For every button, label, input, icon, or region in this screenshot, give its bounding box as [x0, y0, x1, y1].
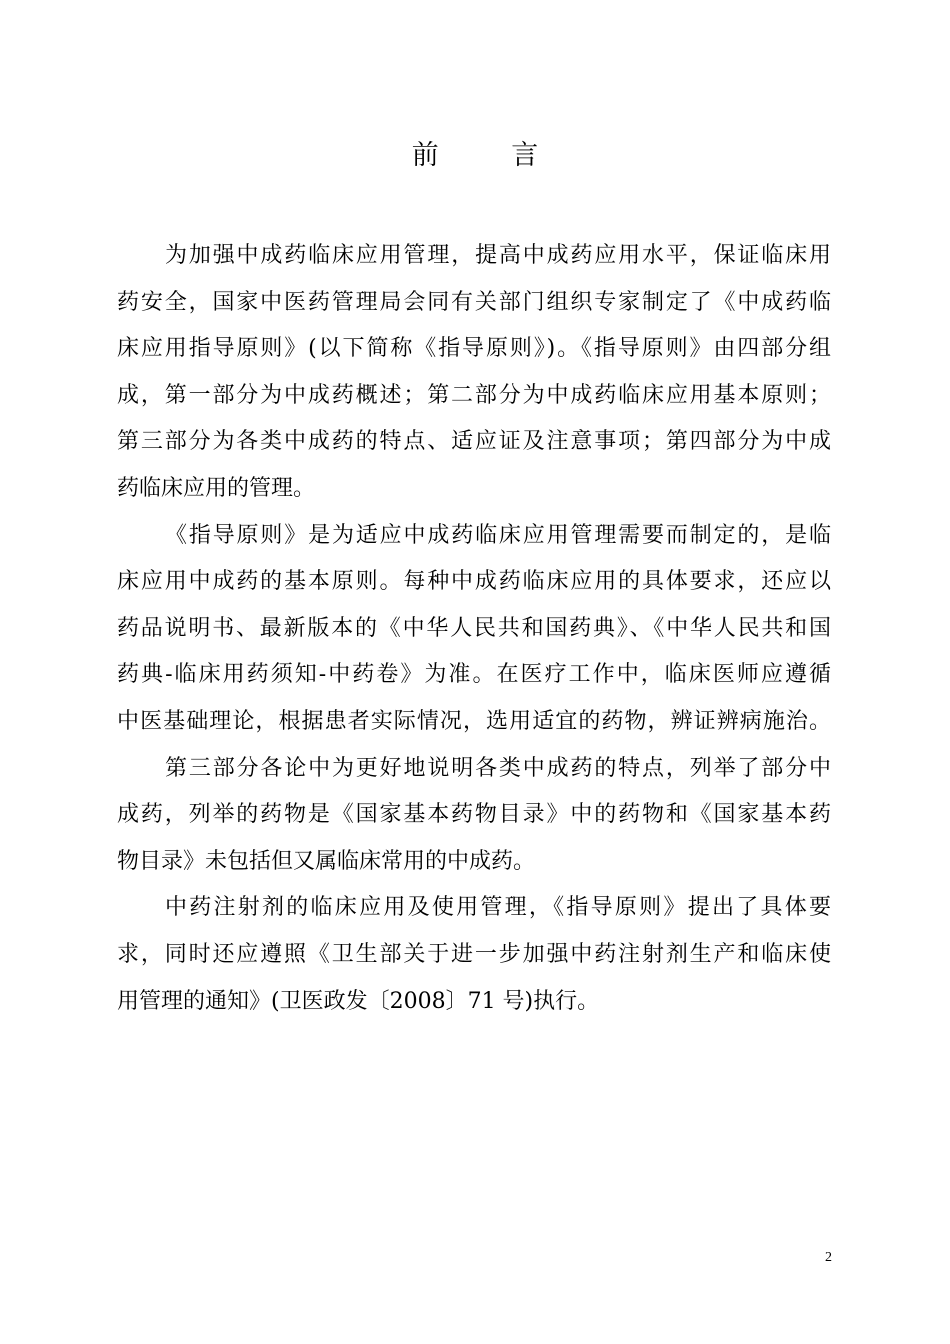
- paragraph-3-line-3: 物目录》未包括但又属临床常用的中成药。: [117, 848, 536, 874]
- paragraph-1-line-2: 药安全，国家中医药管理局会同有关部门组织专家制定了《中成药临: [117, 289, 831, 315]
- paragraph-1-line-6: 药临床应用的管理。: [117, 475, 316, 501]
- paragraph-2-line-1: 《指导原则》是为适应中成药临床应用管理需要而制定的，是临: [165, 522, 831, 548]
- paragraph-2-line-2: 床应用中成药的基本原则。每种中成药临床应用的具体要求，还应以: [117, 569, 831, 595]
- paragraph-1-line-4: 成，第一部分为中成药概述；第二部分为中成药临床应用基本原则；: [117, 382, 831, 408]
- page-number: 2: [825, 1250, 832, 1265]
- paragraph-4-line-2: 求，同时还应遵照《卫生部关于进一步加强中药注射剂生产和临床使: [117, 941, 831, 967]
- body-text: [117, 233, 831, 1025]
- paragraph-1-line-5: 第三部分为各类中成药的特点、适应证及注意事项；第四部分为中成: [117, 429, 831, 455]
- paragraph-3-line-2: 成药，列举的药物是《国家基本药物目录》中的药物和《国家基本药: [117, 802, 831, 828]
- paragraph-4-line-3: 用管理的通知》(卫医政发〔2008〕71 号)执行。: [117, 988, 600, 1014]
- paragraph-2-line-4: 药典-临床用药须知-中药卷》为准。在医疗工作中，临床医师应遵循: [117, 662, 831, 688]
- paragraph-1-line-3: 床应用指导原则》(以下简称《指导原则》)。《指导原则》由四部分组: [117, 336, 831, 362]
- paragraph-2-line-5: 中医基础理论，根据患者实际情况，选用适宜的药物，辨证辨病施治。: [117, 708, 831, 734]
- paragraph-3-line-1: 第三部分各论中为更好地说明各类中成药的特点，列举了部分中: [165, 755, 831, 781]
- paragraph-4-line-1: 中药注射剂的临床应用及使用管理，《指导原则》提出了具体要: [165, 895, 831, 921]
- paragraph-1-line-1: 为加强中成药临床应用管理，提高中成药应用水平，保证临床用: [165, 243, 831, 268]
- paragraph-2-line-3: 药品说明书、最新版本的《中华人民共和国药典》、《中华人民共和国: [117, 615, 831, 641]
- page-title: 前 言: [411, 140, 571, 171]
